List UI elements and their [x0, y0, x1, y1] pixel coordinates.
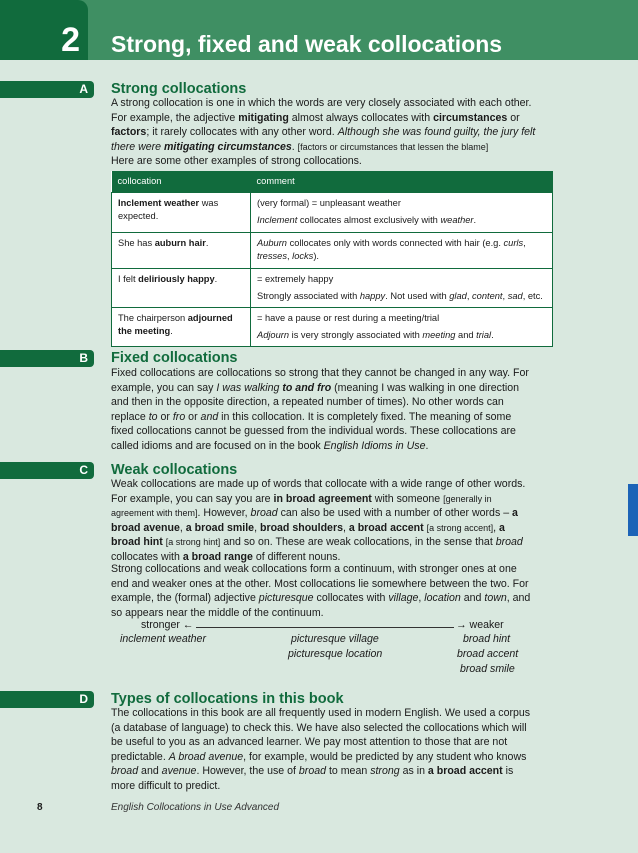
section-a-paragraph: A strong collocation is one in which the words are very closely associated with each other. For example, the adjective mitigating almost always collocates with circumstances or factors; it rarely collocates with any other word. Although she was found guilty, the jury felt there were mitigating circumstances. [factors or circumstances that lessen the blame] Here are some other examples of strong collocations. — [111, 97, 536, 168]
table-cell-comment: = extremely happy Strongly associated with happy. Not used with glad, content, sad, etc. — [251, 269, 553, 308]
unit-title: Strong, fixed and weak collocations — [111, 31, 503, 57]
section-c-paragraph-2: Strong collocations and weak collocations form a continuum, with stronger ones at one end and weaker ones at the other. Most collocations lie somewhere between the two. For example, the (formal) adjective picturesque collocates with village, location and town, and so appears near the middle of the continuum. — [111, 563, 531, 619]
section-c-tab: C — [0, 462, 94, 479]
unit-number: 2 — [61, 21, 80, 59]
section-a-title: Strong collocations — [111, 81, 247, 97]
table-cell-collocation: Inclement weather was expected. — [112, 193, 251, 233]
section-c-title: Weak collocations — [111, 462, 238, 478]
table-row — [112, 193, 553, 233]
page-number: 8 — [37, 802, 43, 813]
table-header-collocation: collocation — [112, 171, 251, 193]
edge-thumb-tab — [628, 484, 638, 536]
continuum-stronger-label: stronger ← — [141, 619, 194, 631]
continuum-weak-item: broad hint — [463, 633, 511, 645]
table-header-row — [112, 171, 553, 193]
section-d-paragraph: The collocations in this book are all frequently used in modern English. We used a corpus (a database of language) to check this. We have also selected the collocations which will be useful to you as an advanced learner. We pay most attention to those that are not predictable. A broad avenue, for example, would be predicted by any student who knows broad and avenue. However, the use of broad to mean strong as in a broad accent is more difficult to predict. — [111, 707, 531, 792]
continuum-middle-item: picturesque location — [288, 648, 383, 660]
unit-header — [0, 0, 638, 60]
table-cell-comment: = have a pause or rest during a meeting/trial Adjourn is very strongly associated with meeting and trial. — [251, 308, 553, 347]
section-a-tab: A — [0, 81, 94, 98]
table-row — [112, 308, 553, 347]
section-b-paragraph: Fixed collocations are collocations so strong that they cannot be changed in any way. For example, you can say I was walking to and fro (meaning I was walking in one direction and then in the opposite direction, a repeated number of times). No other words can replace to or fro or and in this collocation. It is completely fixed. The meaning of some fixed collocations cannot be guessed from the individual words. These collocations are called idioms and are focused on in the book English Idioms in Use. — [111, 367, 529, 452]
book-title: English Collocations in Use Advanced — [111, 802, 280, 813]
continuum-line — [196, 627, 454, 628]
section-d-title: Types of collocations in this book — [111, 691, 344, 707]
table-cell-comment: (very formal) = unpleasant weather Inclement collocates almost exclusively with weather. — [251, 193, 553, 233]
section-b-tab: B — [0, 350, 94, 367]
continuum-middle-item: picturesque village — [291, 633, 379, 645]
section-c-paragraph-1: Weak collocations are made up of words that collocate with a wide range of other words. For example, you can say you are in broad agreement with someone [generally in agreement with them]. However, broad can also be used with a number of other words – a broad avenue, a broad smile, broad shoulders, a broad accent [a strong accent], a broad hint [a strong hint] and so on. These are weak collocations, in the sense that broad collocates with a broad range of different nouns. — [111, 478, 526, 563]
table-cell-comment: Auburn collocates only with words connected with hair (e.g. curls, tresses, locks). — [251, 233, 553, 269]
section-d-tab: D — [0, 691, 94, 708]
collocation-table — [111, 171, 553, 347]
table-row — [112, 233, 553, 269]
continuum-strong-item: inclement weather — [120, 633, 206, 645]
section-b-title: Fixed collocations — [111, 350, 238, 366]
table-cell-collocation: She has auburn hair. — [112, 233, 251, 269]
table-cell-collocation: The chairperson adjourned the meeting. — [112, 308, 251, 347]
table-cell-collocation: I felt deliriously happy. — [112, 269, 251, 308]
table-row — [112, 269, 553, 308]
table-header-comment: comment — [251, 171, 553, 193]
unit-number-box — [0, 0, 88, 60]
continuum-weak-item: broad smile — [460, 663, 515, 675]
continuum-weaker-label: → weaker — [456, 619, 504, 631]
continuum-weak-item: broad accent — [457, 648, 519, 660]
